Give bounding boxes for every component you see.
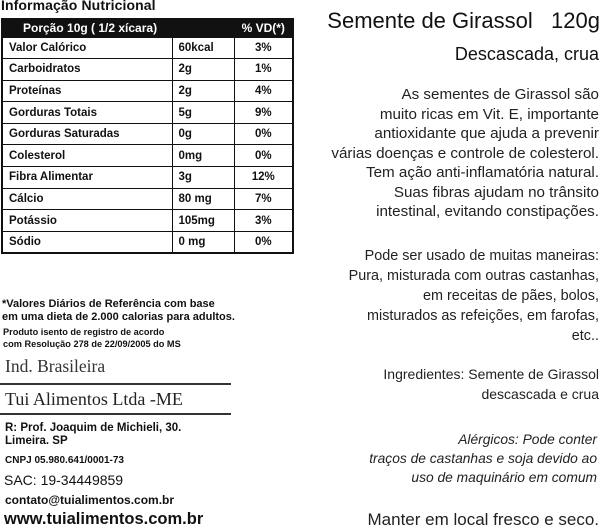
nutrient-daily-value: 0% <box>234 145 293 167</box>
nutrient-amount: 2g <box>172 59 234 81</box>
origin-label: Ind. Brasileira <box>5 356 106 376</box>
nutrition-row <box>2 123 293 145</box>
ingredients <box>299 364 599 404</box>
allergen-warning-line: traços de castanhas e soja devido ao <box>369 451 597 466</box>
nutrient-name: Colesterol <box>2 145 172 167</box>
nutrition-row <box>2 102 293 124</box>
nutrient-name: Carboidratos <box>2 59 172 81</box>
product-title: Semente de Girassol 120g <box>327 8 600 33</box>
nutrient-daily-value: 0% <box>234 231 293 253</box>
nutrient-name: Potássio <box>2 210 172 232</box>
nutrient-daily-value: 0% <box>234 123 293 145</box>
product-subtitle: Descascada, crua <box>454 44 599 64</box>
contact-email: contato@tuialimentos.com.br <box>5 493 175 507</box>
nutrient-daily-value: 3% <box>234 210 293 232</box>
nutrient-amount: 2g <box>172 80 234 102</box>
vd-header: % VD(*) <box>234 19 293 37</box>
daily-values-footnote <box>2 298 298 324</box>
allergen-warning-line: uso de maquinário em comum <box>411 470 597 485</box>
usage-suggestions-line: Pode ser usado de muitas maneiras: <box>364 248 599 264</box>
usage-suggestions-line: em receitas de pães, bolos, <box>423 288 599 304</box>
nutrient-daily-value: 7% <box>234 188 293 210</box>
address-line: Limeira. SP <box>5 435 68 447</box>
allergen-warning-line: Alérgicos: Pode conter <box>458 432 597 447</box>
nutrient-daily-value: 4% <box>234 80 293 102</box>
nutrient-amount: 0 mg <box>172 231 234 253</box>
ingredients-line: Ingredientes: Semente de Girassol <box>383 366 599 382</box>
product-description-line: várias doenças e controle de colesterol. <box>331 144 599 162</box>
nutrient-daily-value: 12% <box>234 167 293 189</box>
nutrition-table <box>1 18 294 254</box>
nutrient-amount: 60kcal <box>172 37 234 59</box>
company-name: Tui Alimentos Ltda -ME <box>5 389 183 409</box>
nutrition-heading: Informação Nutricional <box>1 0 156 13</box>
usage-suggestions-line: Pura, misturada com outras castanhas, <box>348 268 599 284</box>
nutrient-amount: 80 mg <box>172 188 234 210</box>
nutrition-row <box>2 59 293 81</box>
nutrition-row <box>2 145 293 167</box>
product-description-line: As sementes de Girassol são <box>401 86 599 103</box>
nutrient-name: Fibra Alimentar <box>2 167 172 189</box>
nutrition-row <box>2 188 293 210</box>
nutrition-row <box>2 210 293 232</box>
nutrition-row <box>2 167 293 189</box>
nutrient-amount: 0mg <box>172 145 234 167</box>
nutrient-amount: 5g <box>172 102 234 124</box>
footnote-line: *Valores Diários de Referência com base <box>2 298 215 310</box>
nutrient-name: Gorduras Saturadas <box>2 123 172 145</box>
nutrient-name: Valor Calórico <box>2 37 172 59</box>
nutrition-row <box>2 231 293 253</box>
product-description-line: Suas fibras ajudam no trânsito <box>393 183 599 201</box>
usage-suggestions <box>279 246 599 346</box>
product-description-line: Tem ação anti-inflamatória natural. <box>366 164 599 181</box>
product-description-line: muito ricas em Vit. E, importante <box>379 105 599 123</box>
portion-header: Porção 10g ( 1/2 xícara) <box>2 19 234 37</box>
nutrient-name: Sódio <box>2 231 172 253</box>
sac-phone: SAC: 19-34449859 <box>4 472 124 488</box>
divider <box>0 383 231 385</box>
nutrient-daily-value: 9% <box>234 102 293 124</box>
registration-note <box>3 326 299 350</box>
nutrient-amount: 105mg <box>172 210 234 232</box>
nutrition-header-row <box>2 19 293 37</box>
product-description-line: intestinal, evitando constipações. <box>376 203 599 220</box>
nutrition-row <box>2 80 293 102</box>
nutrient-name: Gorduras Totais <box>2 102 172 124</box>
company-website: www.tuialimentos.com.br <box>4 510 204 528</box>
nutrient-name: Proteínas <box>2 80 172 102</box>
usage-suggestions-line: misturados as refeições, em farofas, <box>367 308 599 324</box>
product-description <box>279 85 599 222</box>
nutrient-amount: 0g <box>172 123 234 145</box>
ingredients-line: descascada e crua <box>481 386 599 402</box>
nutrient-daily-value: 3% <box>234 37 293 59</box>
registration-line: Produto isento de registro de acordo <box>3 327 165 337</box>
nutrient-daily-value: 1% <box>234 59 293 81</box>
product-description-line: antioxidante que ajuda a prevenir <box>374 125 599 142</box>
allergen-warning <box>297 430 597 487</box>
address-line: R: Prof. Joaquim de Michieli, 30. <box>5 422 182 434</box>
usage-suggestions-line: etc.. <box>571 328 599 344</box>
nutrient-name: Cálcio <box>2 188 172 210</box>
nutrient-amount: 3g <box>172 167 234 189</box>
nutrition-row <box>2 37 293 59</box>
nutrition-rows <box>2 37 293 253</box>
company-address <box>5 422 235 448</box>
divider <box>0 413 231 415</box>
registration-line: com Resolução 278 de 22/09/2005 do MS <box>3 339 181 349</box>
cnpj-number: CNPJ 05.980.641/0001-73 <box>5 455 124 466</box>
storage-instructions: Manter em local fresco e seco. <box>367 510 599 529</box>
footnote-line: em uma dieta de 2.000 calorias para adultos. <box>2 311 235 323</box>
